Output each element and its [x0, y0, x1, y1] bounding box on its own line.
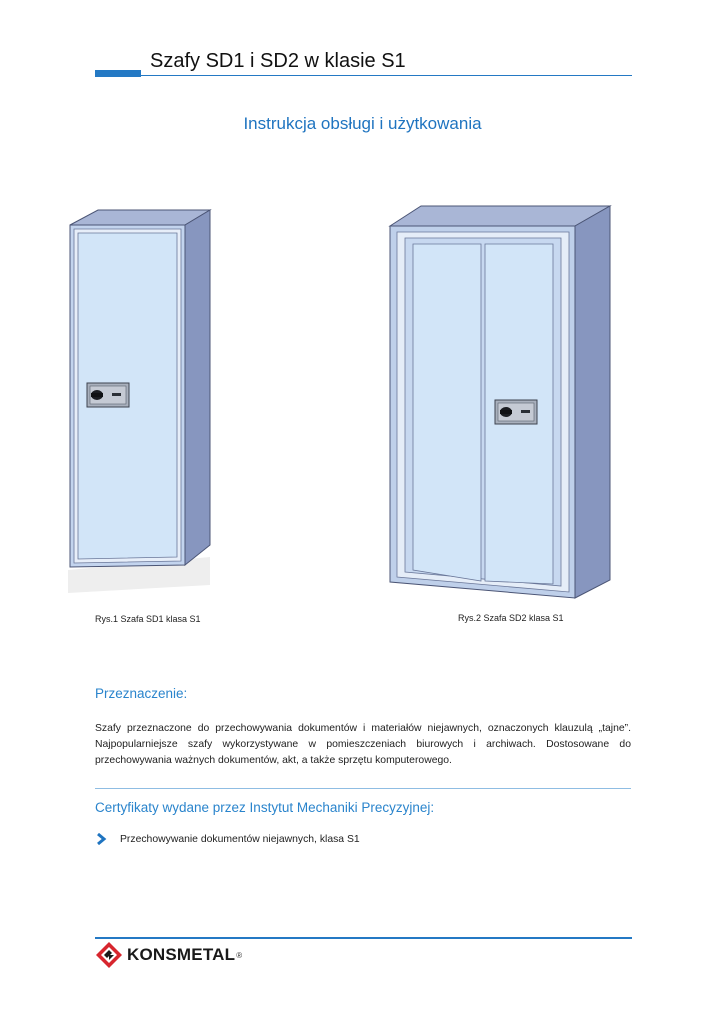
cabinet-sd1-illustration [60, 205, 220, 595]
registered-mark: ® [236, 950, 243, 960]
cabinet-sd2-illustration [385, 200, 625, 605]
certificate-list-item [95, 833, 360, 845]
header-rule [141, 75, 632, 76]
document-title: Szafy SD1 i SD2 w klasie S1 [150, 50, 406, 72]
section-divider [95, 788, 631, 789]
footer-rule [95, 937, 632, 939]
konsmetal-logo [95, 941, 242, 969]
purpose-paragraph: Szafy przeznaczone do przechowywania dokumentów i materiałów niejawnych, oznaczonych klauzulą „tajne”. Najpopularniejsze szafy wykorzystywane w pomieszczeniach biurowych i archiwach. Dostosowane do przechowywania ważnych dokumentów, akt, a także sprzętu komputerowego. [95, 723, 631, 766]
header-accent-bar [95, 70, 141, 77]
certificates-heading: Certyfikaty wydane przez Instytut Mechaniki Precyzyjnej: [95, 800, 435, 815]
konsmetal-logo-icon [95, 941, 123, 969]
chevron-right-icon [95, 833, 109, 845]
logo-wordmark: KONSMETAL [127, 945, 236, 964]
document-subtitle: Instrukcja obsługi i użytkowania [243, 114, 482, 133]
figure-2-caption: Rys.2 Szafa SD2 klasa S1 [458, 613, 564, 623]
certificate-item-label: Przechowywanie dokumentów niejawnych, klasa S1 [120, 833, 360, 845]
purpose-heading: Przeznaczenie: [95, 686, 188, 701]
figure-1-caption: Rys.1 Szafa SD1 klasa S1 [95, 614, 201, 624]
